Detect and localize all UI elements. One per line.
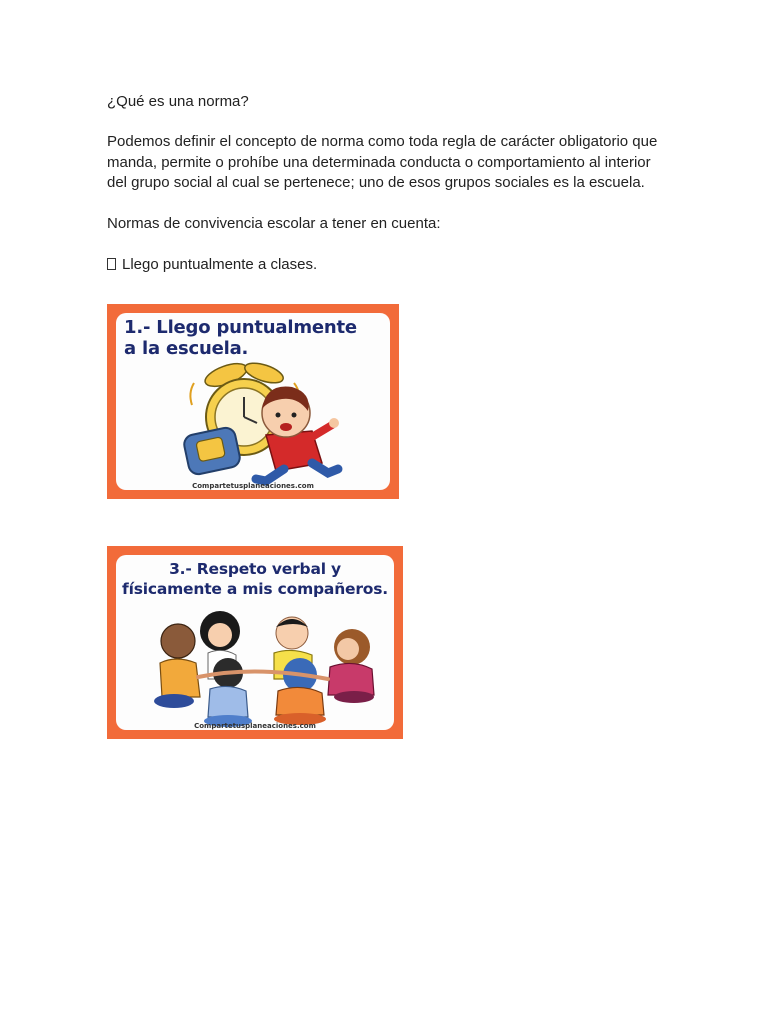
children-circle-icon (116, 555, 394, 730)
card-footer-credit: Compartetusplaneaciones.com (192, 482, 314, 490)
card-title-line1: 1.- Llego puntualmente (124, 317, 357, 338)
bullet-box-icon (107, 258, 116, 270)
definition-paragraph: Podemos definir el concepto de norma como toda regla de carácter obligatorio que manda, permite o prohíbe una determinada conducta o comportamiento al interior del grupo social al cual se pertenece; uno de esos grupos sociales es la escuela. (107, 133, 658, 191)
late-boy-clock-icon (116, 313, 390, 490)
question-heading: ¿Qué es una norma? (107, 93, 249, 110)
card-title-line2: físicamente a mis compañeros. (122, 580, 388, 598)
punctuality-card (107, 304, 399, 499)
bullet-item-text: Llego puntualmente a clases. (122, 256, 318, 273)
card-footer-credit: Compartetusplaneaciones.com (194, 722, 316, 730)
card-title-line2: a la escuela. (124, 338, 249, 359)
card-inner-panel (116, 313, 390, 490)
bullet-item (107, 255, 667, 276)
respect-card (107, 546, 403, 739)
card-inner-panel (116, 555, 394, 730)
card-title-line1: 3.- Respeto verbal y (169, 560, 341, 578)
norms-lead-text: Normas de convivencia escolar a tener en cuenta: (107, 215, 441, 232)
